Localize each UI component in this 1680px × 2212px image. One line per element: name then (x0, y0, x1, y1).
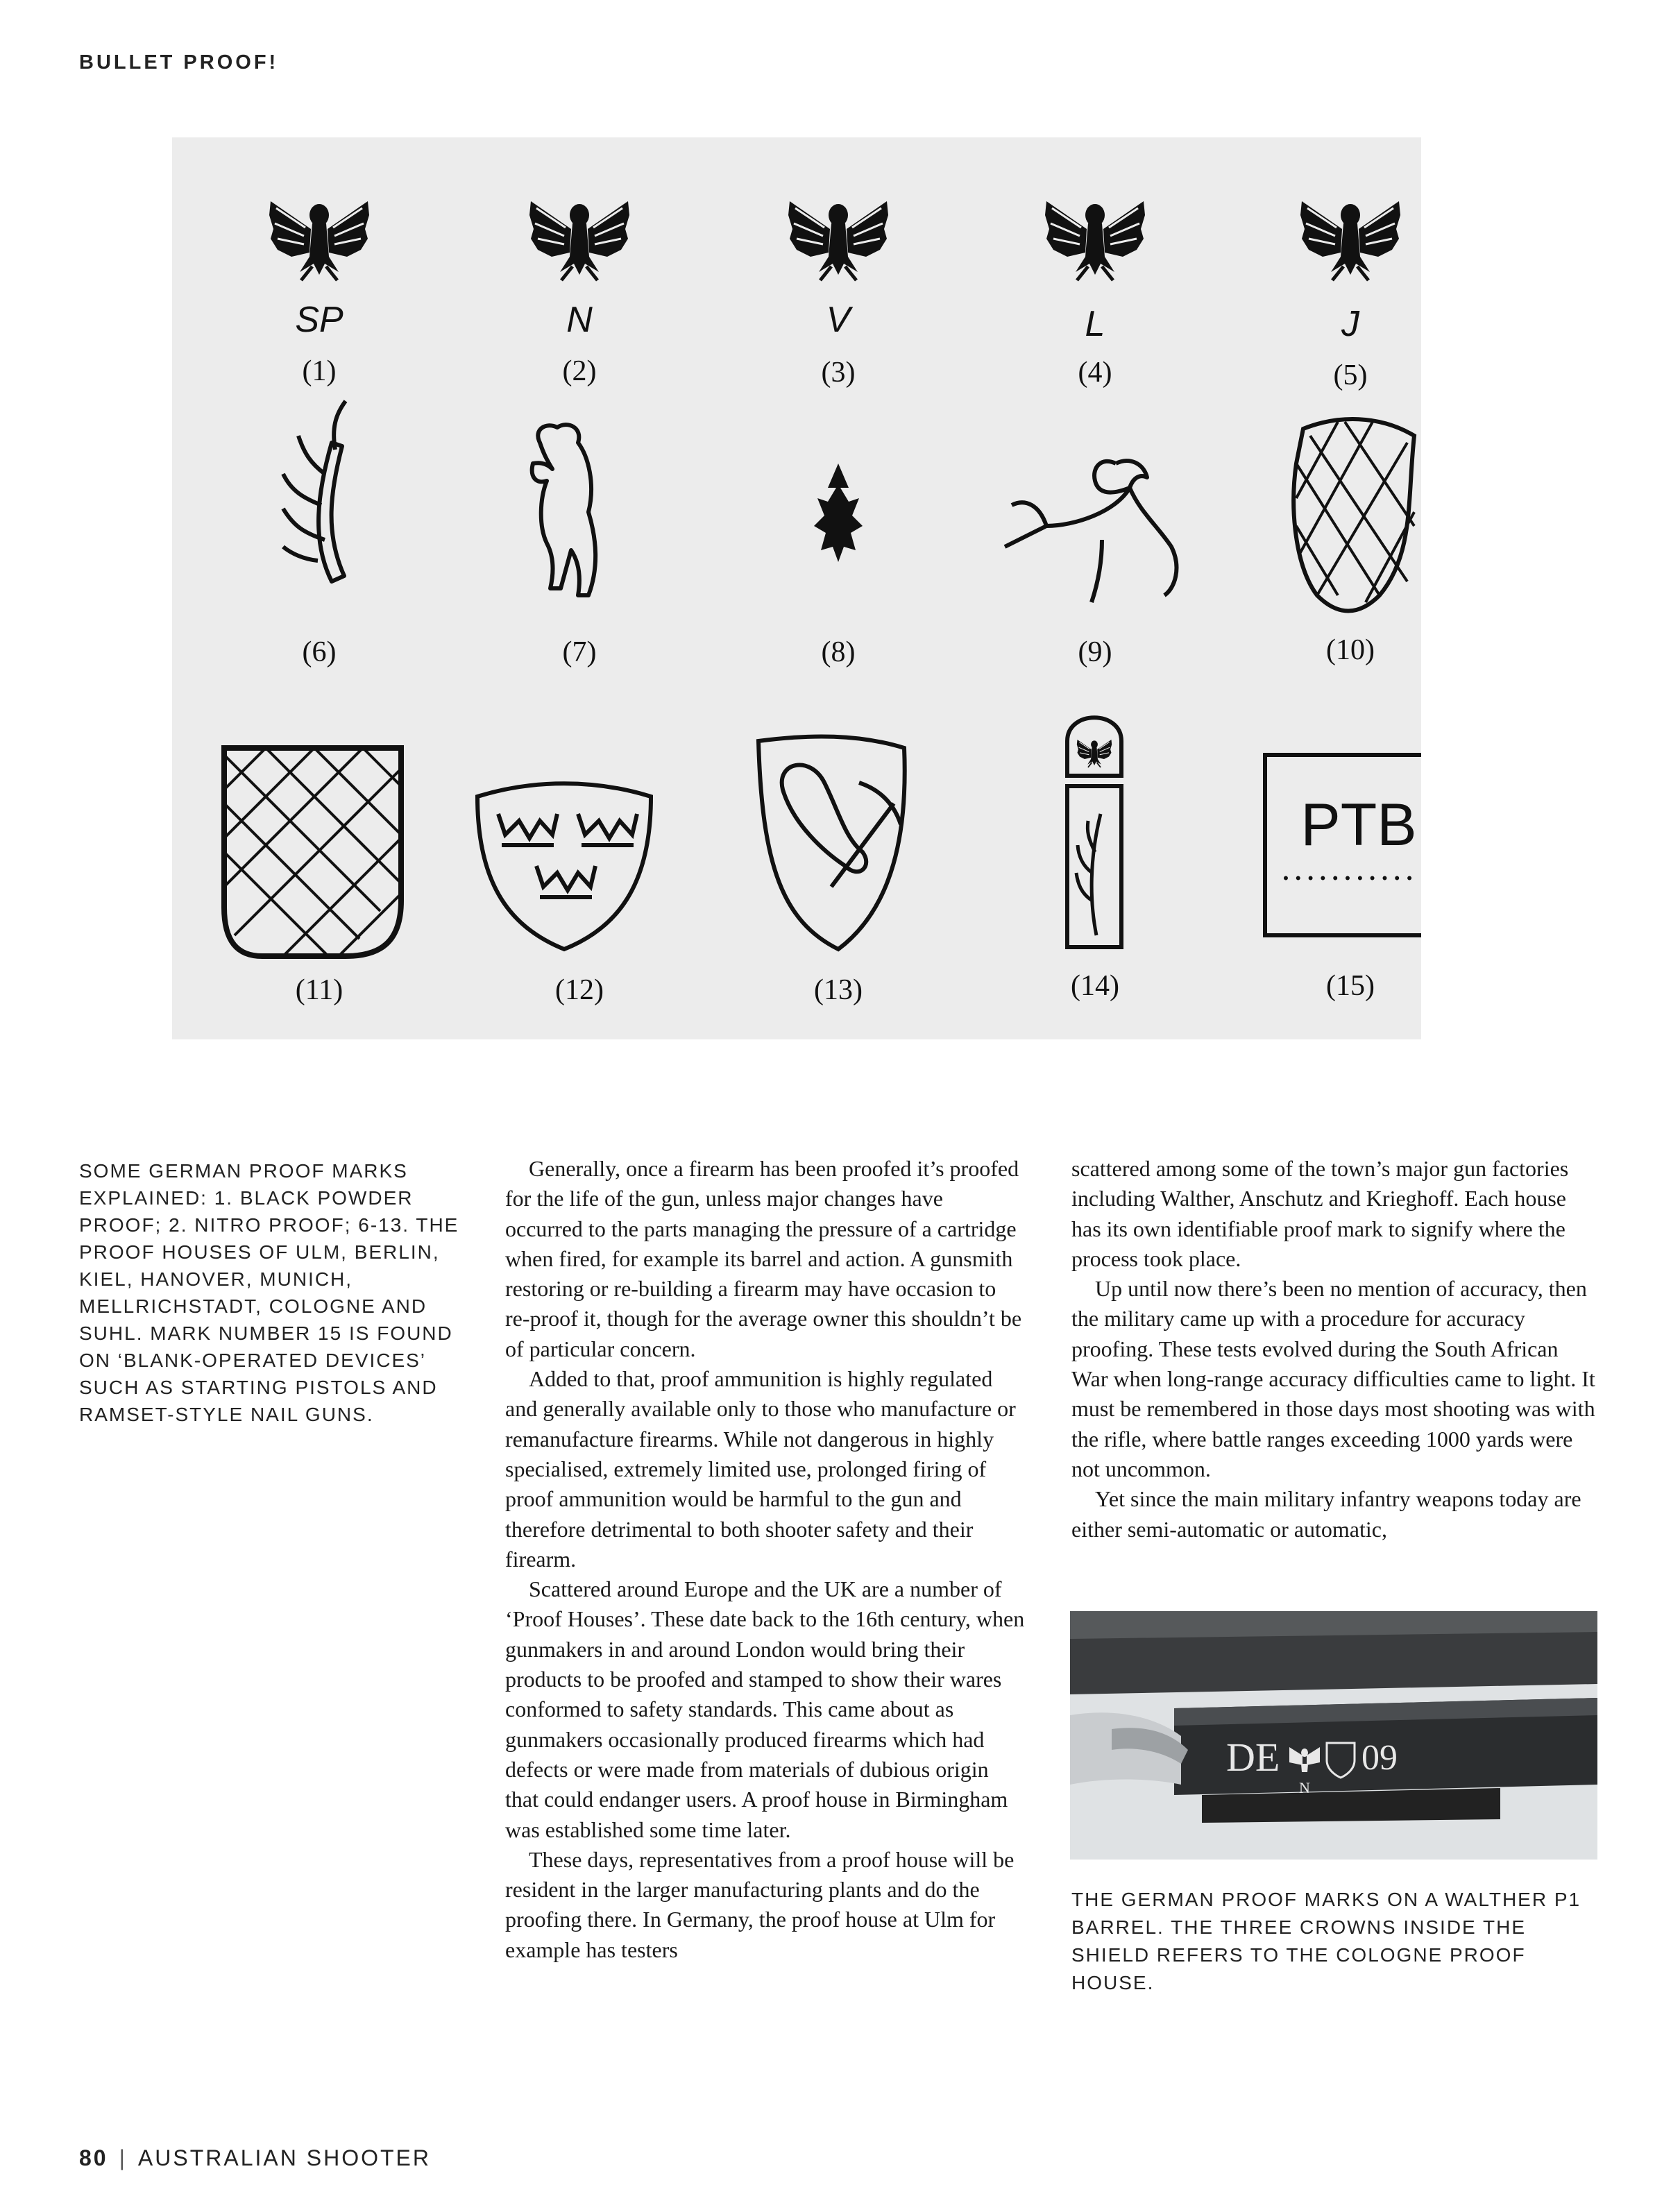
thistle-mark (814, 463, 863, 562)
mark-label-4: (4) (1078, 357, 1112, 389)
paragraph: Up until now there’s been no mention of accuracy, then the military came up with a procedure for accuracy proofing. These tests evolved during the South African War when long-range accuracy difficulties came to light. It must be remembered in those days most shooting was with the rifle, where battle ranges exceeding 1000 yards were not uncommon. (1071, 1276, 1595, 1481)
eagle-mark-4 (1045, 201, 1145, 280)
proof-marks-svg (172, 137, 1421, 1039)
article-column-2 (1071, 1154, 1595, 1545)
mark-label-1: (1) (302, 355, 337, 387)
ptb-text: PTB (1300, 792, 1417, 858)
stamp-n-text: N (1299, 1779, 1310, 1796)
mark-label-3: (3) (821, 357, 856, 389)
mark-label-11: (11) (295, 974, 343, 1006)
eagle-letter-5: J (1341, 304, 1359, 344)
barrel-photo-svg (1070, 1611, 1597, 1860)
footer-divider: | (119, 2145, 127, 2170)
horse-mark (1005, 461, 1176, 602)
eagle-antler-tablet-mark (1067, 717, 1121, 947)
mark-label-5: (5) (1333, 359, 1368, 391)
paragraph: These days, representatives from a proof house will be resident in the larger manufacturing plants and do the proofing there. In Germany, the proof house at Ulm for example has testers (505, 1846, 1015, 1962)
mark-label-7: (7) (562, 636, 597, 668)
stamp-09-text: 09 (1361, 1738, 1398, 1778)
proof-marks-figure (172, 137, 1421, 1039)
stamp-de-text: DE (1226, 1735, 1280, 1780)
three-crowns-shield-mark (477, 783, 651, 949)
antler-mark (283, 401, 346, 581)
lattice-shield-mark (224, 748, 401, 956)
magazine-name: AUSTRALIAN SHOOTER (137, 2145, 431, 2170)
eagle-letter-3: V (826, 300, 851, 340)
eagle-mark-1 (269, 201, 369, 280)
eagle-mark-3 (788, 201, 888, 280)
eagle-mark-5 (1300, 201, 1400, 280)
photo-caption: THE GERMAN PROOF MARKS ON A WALTHER P1 BARREL. THE THREE CROWNS INSIDE THE SHIELD REFERS TO THE COLOGNE PROOF HOUSE. (1071, 1889, 1581, 1993)
page-footer (79, 2145, 431, 2171)
mark-label-12: (12) (555, 974, 604, 1006)
paragraph: scattered among some of the town’s major gun factories including Walther, Anschutz and Krieghoff. Each house has its own identifiable proof mark to signify where the process took place. (1071, 1156, 1569, 1271)
paragraph: Scattered around Europe and the UK are a number of ‘Proof Houses’. These date back to the 16th century, when gunmakers in and around London would bring their products to be proofed and stamped to show their wares conformed to safety standards. This came about as gunmakers occasionally produced firearms which had defects or were made from materials of dubious origin that could endanger users. A proof house in Birmingham was established some time later. (505, 1576, 1025, 1842)
mark-label-9: (9) (1078, 636, 1112, 668)
paragraph: Added to that, proof ammunition is highly regulated and generally available only to those who manufacture or remanufacture firearms. While not dangerous in highly specialised, extremely limited use, prolonged firing of proof ammunition would be harmful to the gun and therefore detrimental to both shooter safety and their firearm. (505, 1366, 1016, 1572)
mark-label-8: (8) (821, 636, 856, 668)
mark-label-10: (10) (1326, 634, 1375, 666)
ptb-mark (1265, 755, 1421, 935)
article-column-1 (505, 1154, 1026, 1965)
paragraph: Yet since the main military infantry weapons today are either semi-automatic or automatic, (1071, 1486, 1581, 1542)
mark-label-2: (2) (562, 355, 597, 387)
mark-label-6: (6) (302, 636, 337, 668)
lozenge-shield-mark (1293, 419, 1414, 611)
paragraph: Generally, once a firearm has been proofed it’s proofed for the life of the gun, unless major changes have occurred to the parts managing the pressure of a cartridge when fired, for example its barrel and action. A gunsmith restoring or re-building a firearm may have occasion to re-proof it, though for the average owner this shouldn’t be of particular concern. (505, 1156, 1022, 1361)
barrel-photo (1070, 1611, 1597, 1860)
svg-text:• • • • • • • • • • •: • • • • • • • • • • • (1283, 869, 1414, 887)
page-number: 80 (79, 2145, 108, 2170)
eagle-letter-2: N (566, 300, 593, 340)
eagle-mark-2 (529, 201, 629, 280)
figure-caption: SOME GERMAN PROOF MARKS EXPLAINED: 1. BLACK POWDER PROOF; 2. NITRO PROOF; 6-13. THE PROOF HOUSES OF ULM, BERLIN, KIEL, HANOVER, MUNICH, MELLRICHSTADT, COLOGNE AND SUHL. MARK NUMBER 15 IS FOUND ON ‘BLANK-OPERATED DEVICES’ SUCH AS STARTING PISTOLS AND RAMSET-STYLE NAIL GUNS. (79, 1160, 459, 1425)
mark-label-15: (15) (1326, 970, 1375, 1002)
running-header: BULLET PROOF! (79, 51, 279, 74)
mark-label-14: (14) (1071, 970, 1119, 1002)
tools-shield-mark (758, 736, 905, 949)
eagle-letter-1: SP (295, 300, 343, 340)
eagle-letter-4: L (1085, 304, 1105, 344)
mark-label-13: (13) (814, 974, 863, 1006)
bear-mark (532, 425, 595, 595)
